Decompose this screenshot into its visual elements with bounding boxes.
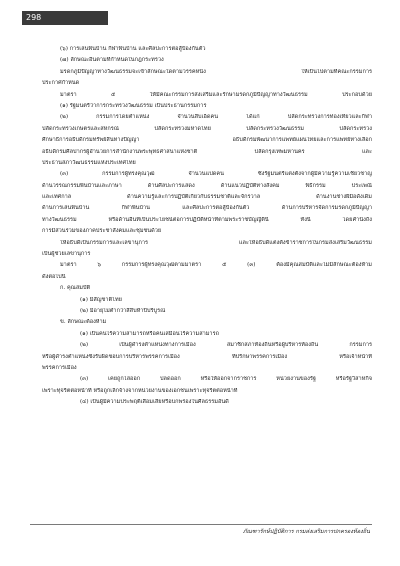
text-line: เป็นผู้ช่วยเลขานุการ [42, 251, 91, 258]
text-line: มาตรา ๖ กรรมการผู้ทรงคุณวุฒิตามมาตรา ๕ (๓) ต้องมีคุณสมบัติและไม่มีลักษณะต้องห้าม [60, 262, 372, 269]
text-line: มาตรา ๕ ให้มีคณะกรรมการส่งเสริมและรักษามรดกภูมิปัญญาทางวัฒนธรรม ประกอบด้วย [60, 91, 372, 98]
footer-text: ภัณฑารักษ์ปฏิบัติการ กรมส่งเสริมการปกครองท้องถิ่น [242, 529, 370, 535]
footer-divider [30, 524, 372, 525]
text-line: ข. ลักษณะต้องห้าม [60, 319, 107, 326]
text-line: (๑) มีสัญชาติไทย [80, 296, 122, 303]
page-number: 298 [26, 13, 42, 22]
text-line: ทางวัฒนธรรม หรือด้านอื่นที่เป็นประโยชน์ต่อการปฏิบัติหน้าที่ตามพระราชบัญญัตินี้ ทั้งนี้ โดยคำนึงถึง [42, 216, 372, 223]
text-line: (๔) เป็นผู้มีความประพฤติเสื่อมเสียหรือบกพร่องในศีลธรรมอันดี [80, 399, 229, 406]
text-line: ประธานสภาวัฒนธรรมแห่งประเทศไทย [42, 159, 136, 166]
text-line: และเทศกาล ด้านความรู้และการปฏิบัติเกี่ยวกับธรรมชาติและจักรวาล ด้านงานช่างฝีมือดั้งเดิม [42, 194, 372, 201]
text-line: ก. คุณสมบัติ [60, 285, 91, 292]
text-line: ให้อธิบดีเป็นกรรมการและเลขานุการ และให้อธิบดีแต่งตั้งข้าราชการในกรมส่งเสริมวัฒนธรรม [60, 239, 372, 246]
text-line: (๑) เป็นคนไร้ความสามารถหรือคนเสมือนไร้ความสามารถ [80, 330, 219, 337]
document-body [42, 46, 372, 411]
text-line: เพราะทุจริตต่อหน้าที่ หรือถูกเลิกจ้างจากหน่วยงานของเอกชนเพราะทุจริตต่อหน้าที่ [42, 387, 238, 394]
text-line: พรรคการเมือง [42, 364, 77, 371]
text-line: ด้านวรรณกรรมพื้นบ้านและภาษา ด้านศิลปะการแสดง ด้านแนวปฏิบัติทางสังคม พิธีกรรม ประเพณี [42, 182, 372, 189]
text-line: (๒) เป็นผู้ดำรงตำแหน่งทางการเมือง สมาชิกสภาท้องถิ่นหรือผู้บริหารท้องถิ่น กรรมการ [80, 342, 372, 349]
text-line: (๓) กรรมการผู้ทรงคุณวุฒิ จำนวนแปดคน ซึ่งรัฐมนตรีแต่งตั้งจากผู้มีความรู้ความเชี่ยวชาญ [60, 171, 372, 178]
text-line: อธิบดีกรมศิลปากรผู้อำนวยการสำนักงานพระพุทธศาสนาแห่งชาติ ปลัดกรุงเทพมหานคร และ [42, 148, 372, 155]
text-line: (๒) กรรมการโดยตำแหน่ง จำนวนสิบเอ็ดคน ได้แก่ ปลัดกระทรวงการท่องเที่ยวและกีฬา [60, 114, 372, 121]
text-line: (๗) ลักษณะอื่นตามที่กำหนดในกฎกระทรวง [60, 57, 164, 64]
text-line: ประกาศกำหนด [42, 80, 80, 87]
text-line: ดังต่อไปนี้ [42, 273, 66, 280]
text-line: ด้านการเล่นพื้นบ้าน กีฬาพื้นบ้าน และศิลปะการต่อสู้ป้องกันตัว ด้านการบริหารจัดการมรดกภูมิปัญญา [42, 205, 372, 212]
text-line: ปลัดกระทรวงเกษตรและสหกรณ์ ปลัดกระทรวงมหาดไทย ปลัดกระทรวงวัฒนธรรม ปลัดกระทรวง [42, 125, 372, 132]
text-line: หรือผู้ดำรงตำแหน่งซึ่งรับผิดชอบการบริหารพรรคการเมือง ที่ปรึกษาพรรคการเมือง หรือเจ้าหน้าที่ [42, 353, 372, 360]
text-line: (๒) มีอายุไม่ต่ำกว่าสี่สิบห้าปีบริบูรณ์ [80, 307, 166, 314]
text-line: ศึกษาธิการอธิบดีกรมทรัพย์สินทางปัญญา อธิบดีกรมพัฒนาการแพทย์แผนไทยและการแพทย์ทางเลือก [42, 137, 372, 144]
text-line: (๓) เคยถูกไล่ออก ปลดออก หรือให้ออกจากราชการ หน่วยงานของรัฐ หรือรัฐวิสาหกิจ [80, 376, 372, 383]
text-line: มรดกภูมิปัญญาทางวัฒนธรรมจะเข้าลักษณะใดตามวรรคหนึ่ง ให้เป็นไปตามที่คณะกรรมการ [60, 68, 372, 75]
text-line: (๖) การเล่นพื้นบ้าน กีฬาพื้นบ้าน และศิลปะการต่อสู้ป้องกันตัว [60, 46, 206, 52]
text-line: การมีส่วนร่วมของภาคประชาสังคมและชุมชนด้วย [42, 228, 162, 235]
text-line: (๑) รัฐมนตรีว่าการกระทรวงวัฒนธรรม เป็นประธานกรรมการ [60, 102, 207, 109]
